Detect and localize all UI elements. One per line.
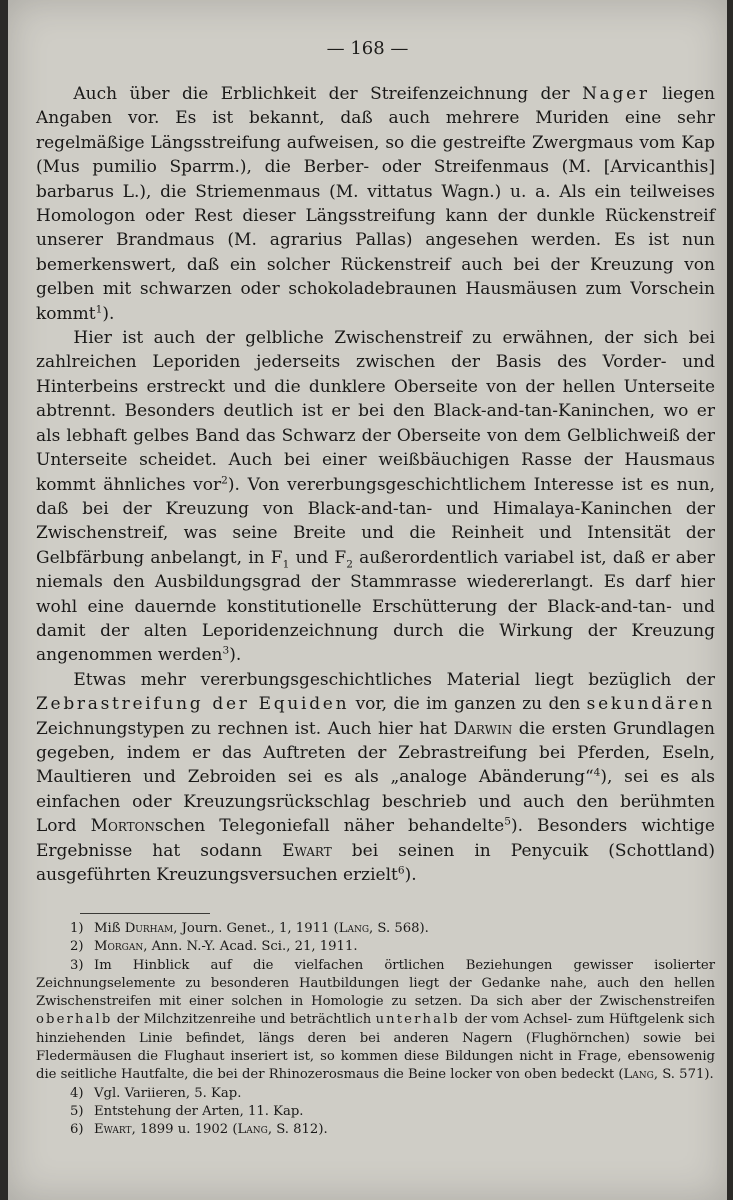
footnote-divider (80, 913, 210, 914)
footnote-ref: 4 (593, 766, 601, 779)
footnote-number: 2) (70, 939, 84, 955)
emphasis: Nager (582, 84, 650, 104)
footnote-number: 5) (70, 1103, 84, 1119)
author-name: Lang (237, 1122, 268, 1138)
footnote-ref: 5 (504, 815, 511, 828)
emphasis: sekundären (586, 694, 715, 715)
footnote: 3) Im Hinblick auf die vielfachen örtlichen Beziehungen gewisser isolierter Zeichnungselemente zu besonderen Hautbildungen liegt der Gedanke nahe, auch den hellen Zwischenstreifen mit einer solchen in Homologie zu setzen. Da sich aber der Zwischenstreifen oberhalb der Milchzitzenreihe und beträchtlich unterhalb der vom Achsel- zum Hüftgelenk sich hinziehenden Linie befindet, längs deren bei anderen Nagern (Flughörnchen) sowie bei Fledermäusen die Flughaut inseriert ist, so kommen diese Bildungen nicht in Frage, ebensowenig die seitliche Hautfalte, die bei der Rhinozerosmaus die Beine locker von oben bedeckt (Lang, S. 571). (36, 957, 715, 1083)
subscript: 1 (282, 558, 290, 571)
paragraph: Hier ist auch der gelbliche Zwischenstreif zu erwähnen, der sich bei zahlreichen Leporiden jederseits zwischen der Basis des Vorder- und Hinterbeins erstreckt und die dunklere Oberseite von der hellen Unterseite abtrennt. Besonders deutlich ist er bei den Black-and-tan-Kaninchen, wo er als lebhaft gelbes Band das Schwarz der Oberseite von dem Gelblichweiß der Unterseite scheidet. Auch bei einer weißbäuchigen Rasse der Hausmaus kommt ähnliches vor$^2$). Von vererbungsgeschichtlichem Interesse ist es nun, daß bei der Kreuzung von Black-and-tan- und Himalaya-Kaninchen der Zwischenstreif, was seine Breite und die Reinheit und Intensität der Gelbfärbung anbelangt, in $F_1$ und $F_2$ außerordentlich variabel ist, daß er aber niemals den Ausbildungsgrad der Stammrasse wiedererlangt. Es darf hier wohl eine dauernde konstitutionelle Erschütterung der Black-and-tan- und damit der alten Leporidenzeichnung durch die Wirkung der Kreuzung angenommen werden$^3$). (36, 328, 716, 666)
author-name: Morton (90, 816, 155, 837)
footnotes (36, 920, 715, 1140)
footnote-number: 1) (70, 921, 84, 936)
footnote: 2) Morgan, Ann. N.-Y. Acad. Sci., 21, 1911. (36, 938, 715, 956)
footnote-ref: 1 (95, 303, 103, 315)
footnote: 4) Vgl. Variieren, 5. Kap. (36, 1085, 715, 1103)
subscript: 2 (346, 558, 353, 571)
page-number: — 168 — (326, 38, 409, 59)
author-name: Lang (338, 921, 370, 936)
paragraph: Etwas mehr vererbungsgeschichtliches Material liegt bezüglich der Zebrastreifung der Equiden vor, die im ganzen zu den sekundären Zeichnungstypen zu rechnen ist. Auch hier hat Darwin die ersten Grundlagen gegeben, indem er das Auftreten der Zebrastreifung bei Pferden, Eseln, Maultieren und Zebroiden sei es als „analoge Abänderung“$^4$), sei es als einfachen oder Kreuzungsrückschlag beschrieb und auch den berühmten Lord Mortonschen Telegoniefall näher behandelte$^5$). Besonders wichtige Ergebnisse hat sodann Ewart bei seinen in Penycuik (Schottland) ausgeführten Kreuzungsversuchen erzielt$^6$). (36, 669, 715, 885)
paragraph: Auch über die Erblichkeit der Streifenzeichnung der Nager liegen Angaben vor. Es ist bekannt, daß auch mehrere Muriden eine sehr regelmäßige Längsstreifung aufweisen, so die gestreifte Zwergmaus vom Kap (Mus pumilio Sparrm.), die Berber- oder Streifenmaus (M. [Arvicanthis] barbarus L.), die Striemenmaus (M. vittatus Wagn.) u. a. Als ein teilweises Homologon oder Rest dieser Längsstreifung kann der dunkle Rückenstreif unserer Brandmaus (M. agrarius Pallas) angesehen werden. Es ist nun bemerkenswert, daß ein solcher Rückenstreif auch bei der Kreuzung von gelben mit schwarzen oder schokoladebraunen Hausmäusen zum Vorschein kommt$^1$). (36, 84, 716, 324)
author-name: Lang (623, 1067, 654, 1083)
footnote: 6) Ewart, 1899 u. 1902 (Lang, S. 812). (36, 1121, 715, 1139)
footnote: 5) Entstehung der Arten, 11. Kap. (36, 1103, 715, 1121)
emphasis: oberhalb (36, 1012, 113, 1028)
emphasis: unterhalb (375, 1012, 460, 1028)
footnote: 1) Miß Durham, Journ. Genet., 1, 1911 (Lang, S. 568). (36, 920, 715, 938)
footnote-ref: 2 (221, 473, 228, 486)
author-name: Darwin (453, 718, 513, 739)
book-page (8, 0, 727, 1200)
footnote-ref: 3 (222, 644, 230, 657)
author-name: Morgan (94, 939, 144, 955)
author-name: Ewart (94, 1122, 132, 1138)
footnote-number: 4) (70, 1085, 84, 1101)
footnote-ref: 6 (397, 864, 405, 877)
footnote-number: 6) (70, 1122, 84, 1138)
author-name: Durham (124, 921, 174, 936)
footnote-number: 3) (70, 957, 84, 973)
body-text (36, 82, 715, 887)
emphasis: Zebrastreifung der Equiden (36, 694, 350, 715)
author-name: Ewart (282, 840, 332, 861)
